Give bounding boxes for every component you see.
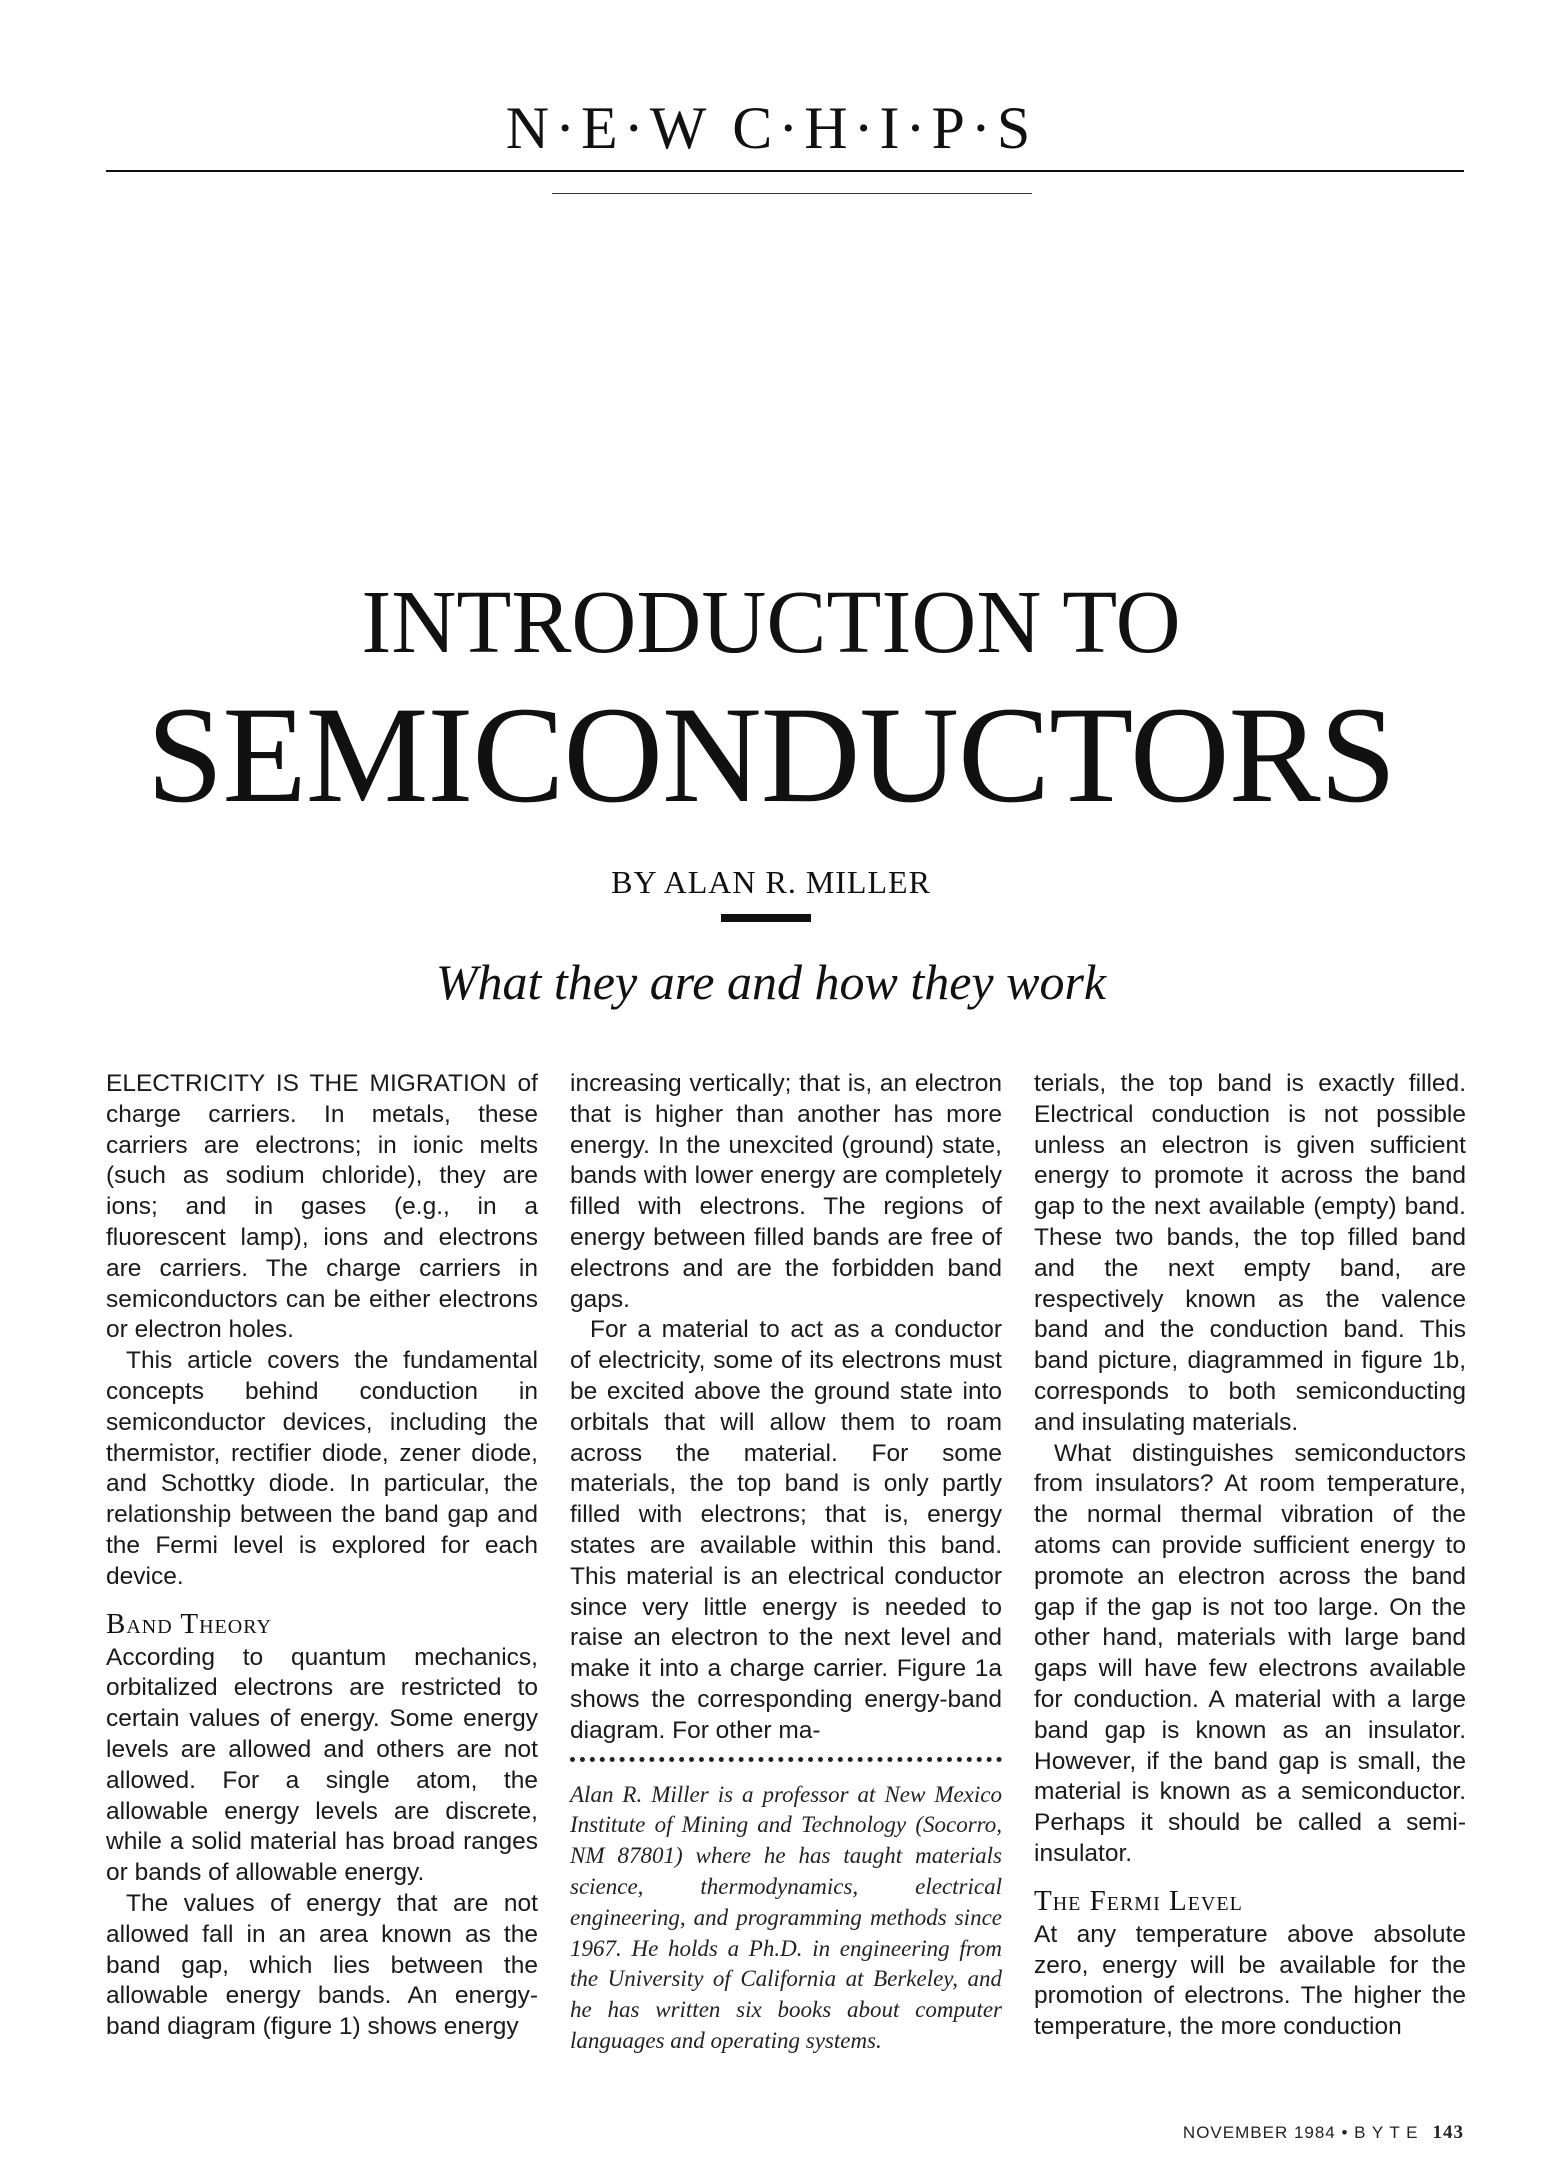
paragraph: The values of energy that are not allowed fall in an area known as the band gap, which lies between the allowable energy bands. An energy-band diagram (figure 1) shows energy [106, 1889, 538, 2041]
dotted-separator [570, 1757, 1002, 1772]
article-subtitle: What they are and how they work [435, 954, 1107, 1010]
header-rule [106, 170, 1464, 172]
page-number: 143 [1432, 2122, 1464, 2143]
paragraph: At any temperature above absolute zero, energy will be available for the promotion of electrons. The higher the temperature, the more conduction [1034, 1920, 1466, 2041]
issue-label: NOVEMBER 1984 • B Y T E [1182, 2123, 1419, 2142]
byline-rule [721, 914, 811, 922]
paragraph: For a material to act as a conductor of electricity, some of its electrons must be excited above the ground state into orbitals that will allow them to roam across the material. For some materials, the top band is only partly filled with electrons; that is, energy states are available within this band. This material is an electrical conductor since very little energy is needed to raise an electron to the next level and make it into a charge carrier. Figure 1a shows the corresponding energy-band diagram. For other ma- [570, 1316, 1002, 1744]
article-title-line2: SEMICONDUCTORS [146, 678, 1396, 831]
paragraph: What distinguishes semiconductors from insulators? At room temperature, the normal thermal vibration of the atoms can provide sufficient energy to promote an electron across the band gap if the gap is not too large. On the other hand, materials with large band gaps will have few electrons available for conduction. A material with a large band gap is known as an insulator. However, if the band gap is small, the material is known as a semiconductor. Perhaps it should be called a semi-insulator. [1034, 1439, 1466, 1867]
text-column-2 [570, 1069, 1002, 2057]
section-heading: N·E·W C·H·I·P·S [505, 95, 1037, 161]
page-footer [1183, 2123, 1464, 2142]
author-bio: Alan R. Miller is a professor at New Mexico Institute of Mining and Technology (Socorro, NM 87801) where he has taught materials science, thermodynamics, electrical engineering, and programming methods since 1967. He holds a Ph.D. in engineering from the University of California at Berkeley, and he has written six books about computer languages and operating systems. [570, 1781, 1002, 2053]
header-subrule [552, 193, 1032, 194]
paragraph: ELECTRICITY IS THE MIGRATION of charge carriers. In metals, these carriers are electrons; in ionic melts (such as sodium chloride), they are ions; and in gases (e.g., in a fluorescent lamp), ions and electrons are carriers. The charge carriers in semiconductors can be either electrons or electron holes. [106, 1070, 538, 1344]
paragraph: increasing vertically; that is, an electron that is higher than another has more energy. In the unexcited (ground) state, bands with lower energy are completely filled with electrons. The regions of energy between filled bands are free of electrons and are the forbidden band gaps. [570, 1070, 1002, 1313]
paragraph: terials, the top band is exactly filled. Electrical conduction is not possible unless an electron is given sufficient energy to promote it across the band gap to the next available (empty) band. These two bands, the top filled band and the next empty band, are respectively known as the valence band and the conduction band. This band picture, diagrammed in figure 1b, corresponds to both semiconducting and insulating materials. [1034, 1070, 1466, 1436]
paragraph: According to quantum mechanics, orbitalized electrons are restricted to certain values of energy. Some energy levels are allowed and others are not allowed. For a single atom, the allowable energy levels are discrete, while a solid material has broad ranges or bands of allowable energy. [106, 1643, 538, 1887]
text-column-3 [1034, 1069, 1466, 2043]
article-title-line1: INTRODUCTION TO [361, 573, 1181, 672]
byline: BY ALAN R. MILLER [611, 864, 931, 900]
section-subheading: Band Theory [106, 1607, 272, 1640]
text-column-1 [106, 1069, 538, 2043]
section-subheading: The Fermi Level [1034, 1884, 1243, 1917]
paragraph: This article covers the fundamental concepts behind conduction in semiconductor devices, including the thermistor, rectifier diode, zener diode, and Schottky diode. In particular, the relationship between the band gap and the Fermi level is explored for each device. [106, 1347, 538, 1590]
